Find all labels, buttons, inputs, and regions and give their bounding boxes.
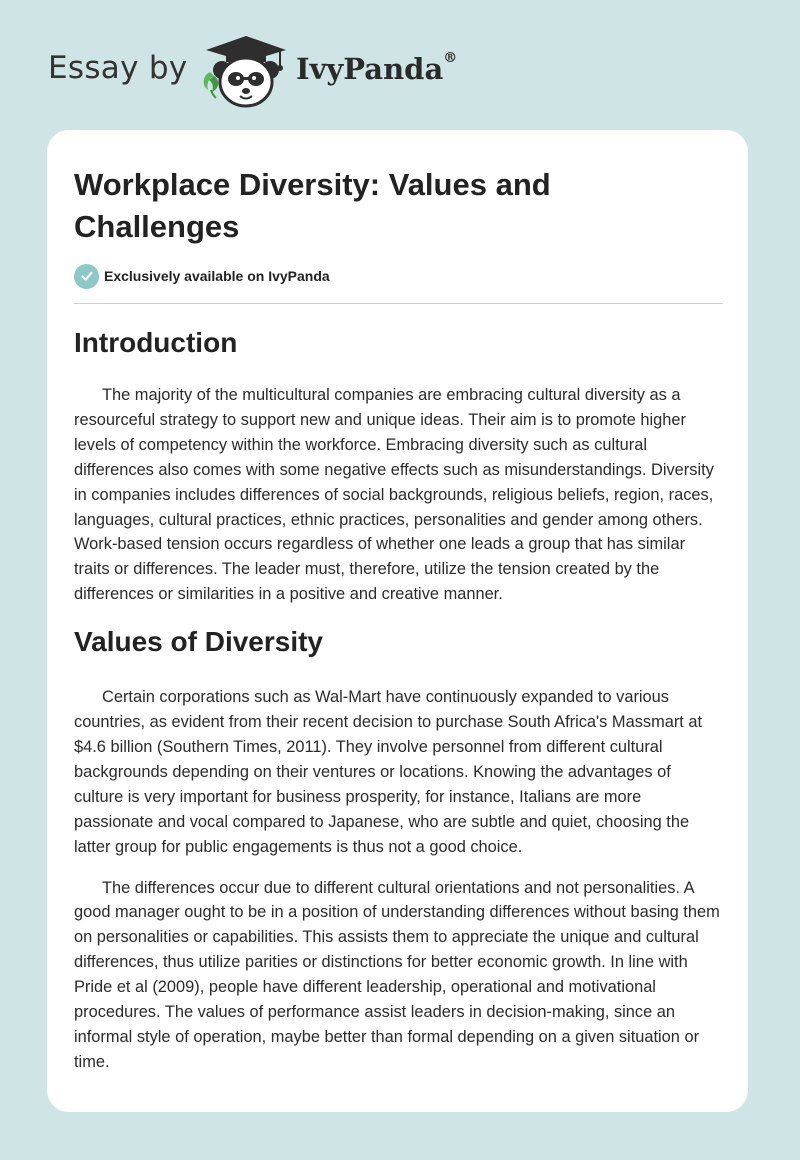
article-title: Workplace Diversity: Values and Challenges	[74, 167, 551, 244]
article-card	[47, 130, 748, 1112]
brand-name[interactable]	[296, 52, 457, 86]
paragraph: The differences occur due to different cultural orientations and not personalities. A good manager ought to be in a position of understanding differences without basing them on personalities or capabilities. This assists them to appreciate the unique and cultural differences, thus utilize parities or distinctions for better economic growth. In line with Pride et al (2009), people have different leadership, operational and motivational procedures. The values of performance assist leaders in decision-making, since an informal style of operation, maybe better than formal depending on a given situation or time.	[74, 878, 720, 1071]
badge-text: Exclusively available on IvyPanda	[104, 268, 330, 284]
paragraph: Certain corporations such as Wal-Mart have continuously expanded to various countries, as evident from their recent decision to purchase South Africa's Massmart at $4.6 billion (Southern Times, 2011). They involve personnel from different cultural backgrounds depending on their ventures or locations. Knowing the advantages of culture is very important for business prosperity, for instance, Italians are more passionate and vocal compared to Japanese, who are subtle and quiet, choosing the latter group for public engagements is thus not a good choice.	[74, 688, 703, 856]
article-body	[74, 322, 724, 1075]
section-heading-introduction: Introduction	[74, 327, 238, 358]
panda-graduate-logo-icon[interactable]	[200, 32, 292, 110]
exclusive-badge	[74, 263, 330, 289]
site-header	[0, 0, 800, 130]
paragraph: The majority of the multicultural companies are embracing cultural diversity as a resourceful strategy to support new and unique ideas. Their aim is to promote higher levels of competency within the workforce. Embracing diversity such as cultural differences also comes with some negative effects such as misunderstandings. Diversity in companies includes differences of social backgrounds, religious beliefs, region, races, languages, cultural practices, ethnic practices, personalities and gender among others. Work-based tension occurs regardless of whether one leads a group that has similar traits or differences. The leader must, therefore, utilize the tension created by the differences or similarities in a positive and creative manner.	[74, 386, 714, 604]
divider	[74, 303, 723, 304]
section-heading-values-of-diversity: Values of Diversity	[74, 626, 324, 658]
essay-by-label: Essay by	[48, 50, 188, 86]
check-icon	[74, 264, 99, 289]
brand-text: IvyPanda	[296, 52, 444, 86]
registered-mark: ®	[443, 50, 458, 67]
